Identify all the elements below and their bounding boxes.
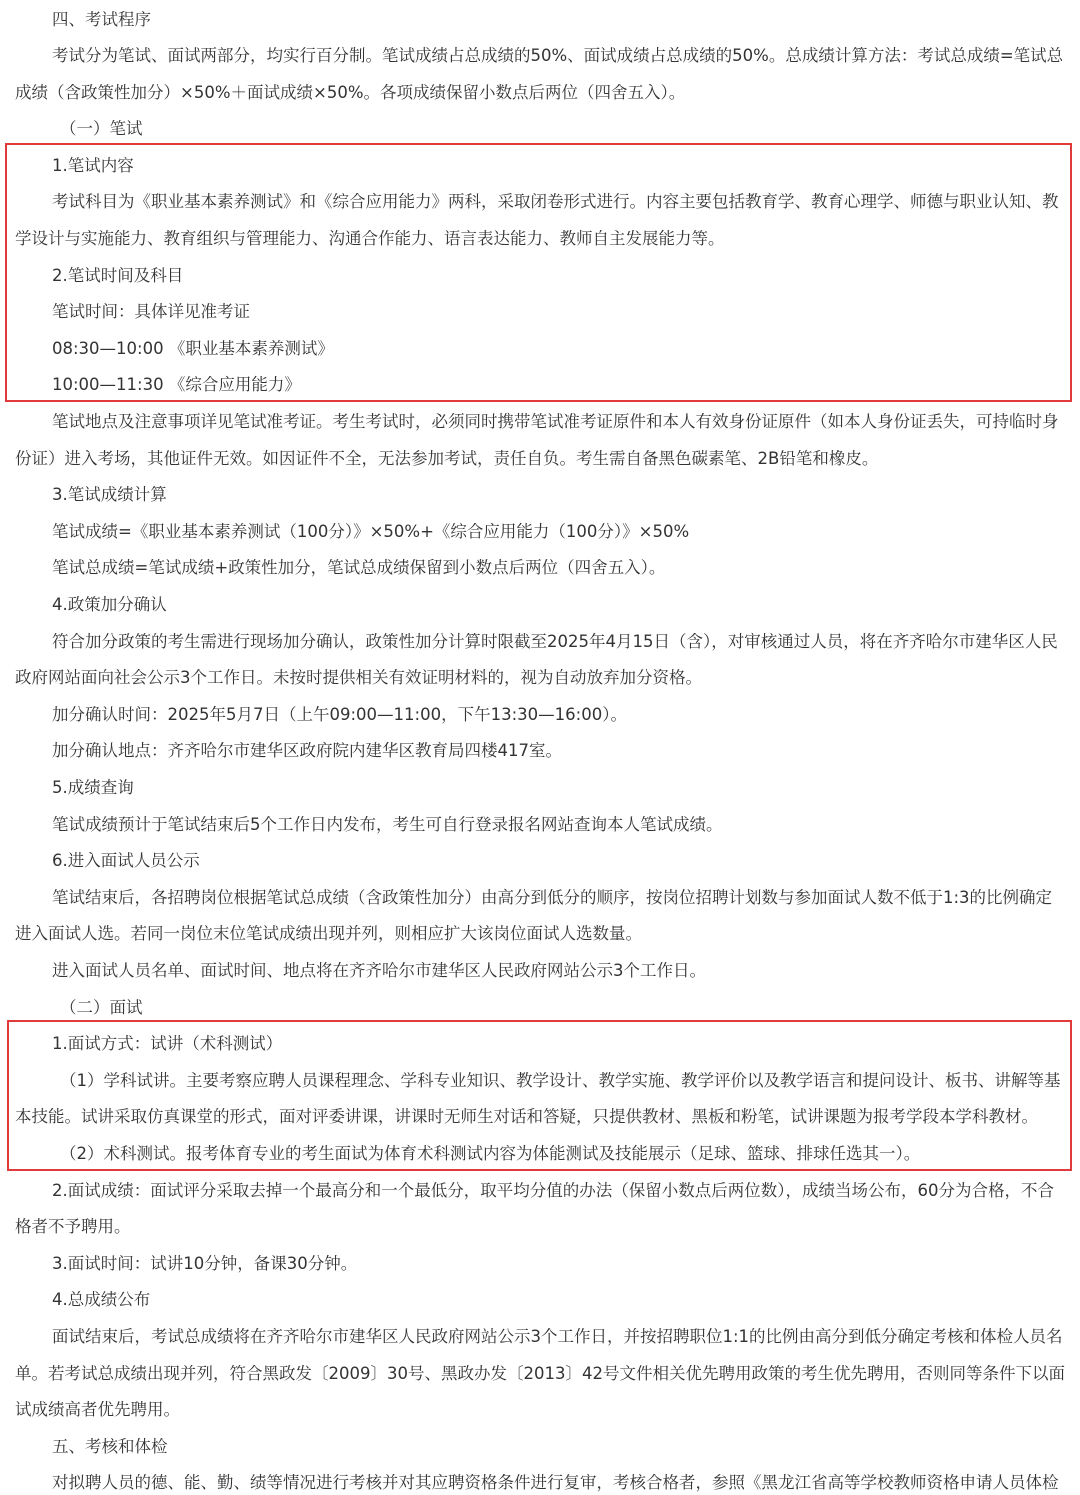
paragraph-text: 政府网站面向社会公示3个工作日。未按时提供相关有效证明材料的，视为自动放弃加分资格。: [15, 668, 702, 687]
item-heading: 5.成绩查询: [52, 778, 134, 797]
paragraph-text: 单。若考试总成绩出现并列，符合黑政发〔2009〕30号、黑政办发〔2013〕42号文件相关优先聘用政策的考生优先聘用，否则同等条件下以面: [15, 1364, 1065, 1383]
paragraph-text: 成绩（含政策性加分）×50%＋面试成绩×50%。各项成绩保留小数点后两位（四舍五入）。: [15, 83, 686, 102]
paragraph-text: 进入面试人选。若同一岗位末位笔试成绩出现并列，则相应扩大该岗位面试人选数量。: [15, 924, 642, 943]
item-heading: 4.政策加分确认: [52, 595, 167, 614]
paragraph-text: 笔试总成绩=笔试成绩+政策性加分，笔试总成绩保留到小数点后两位（四舍五入）。: [52, 558, 666, 577]
section-heading-exam-procedure: 四、考试程序: [52, 10, 151, 29]
paragraph-text: （1）学科试讲。主要考察应聘人员课程理念、学科专业知识、教学设计、教学实施、教学评价以及教学语言和提问设计、板书、讲解等基: [60, 1071, 1061, 1090]
section-heading-assessment: 五、考核和体检: [52, 1437, 168, 1456]
paragraph-text: 加分确认时间：2025年5月7日（上午09:00—11:00，下午13:30—16:00）。: [52, 705, 627, 724]
paragraph-text: 本技能。试讲采取仿真课堂的形式，面对评委讲课，讲课时无师生对话和答疑，只提供教材、黑板和粉笔，试讲课题为报考学段本学科教材。: [15, 1107, 1038, 1126]
schedule-line: 08:30—10:00 《职业基本素养测试》: [52, 339, 334, 358]
paragraph-text: 面试结束后，考试总成绩将在齐齐哈尔市建华区人民政府网站公示3个工作日，并按招聘职位1:1的比例由高分到低分确定考核和体检人员名: [52, 1327, 1063, 1346]
paragraph-text: 考试分为笔试、面试两部分，均实行百分制。笔试成绩占总成绩的50%、面试成绩占总成绩的50%。总成绩计算方法：考试总成绩=笔试总: [52, 46, 1064, 65]
paragraph-text: 进入面试人员名单、面试时间、地点将在齐齐哈尔市建华区人民政府网站公示3个工作日。: [52, 961, 706, 980]
paragraph-text: 考试科目为《职业基本素养测试》和《综合应用能力》两科，采取闭卷形式进行。内容主要包括教育学、教育心理学、师德与职业认知、教: [52, 192, 1059, 211]
paragraph-text: 学设计与实施能力、教育组织与管理能力、沟通合作能力、语言表达能力、教师自主发展能力等。: [15, 229, 725, 248]
item-heading: 1.笔试内容: [52, 156, 134, 175]
paragraph-text: 格者不予聘用。: [15, 1217, 131, 1236]
paragraph-text: （2）术科测试。报考体育专业的考生面试为体育术科测试内容为体能测试及技能展示（足球、篮球、排球任选其一）。: [60, 1144, 921, 1163]
paragraph-text: 2.面试成绩：面试评分采取去掉一个最高分和一个最低分，取平均分值的办法（保留小数点后两位数），成绩当场公布，60分为合格，不合: [52, 1181, 1054, 1200]
subsection-heading-written: （一）笔试: [60, 119, 143, 138]
paragraph-text: 试成绩高者优先聘用。: [15, 1400, 180, 1419]
item-heading: 3.笔试成绩计算: [52, 485, 167, 504]
item-heading: 6.进入面试人员公示: [52, 851, 200, 870]
paragraph-text: 笔试时间：具体详见准考证: [52, 302, 250, 321]
formula-line: 笔试成绩=《职业基本素养测试（100分）》×50%+《综合应用能力（100分）》×50%: [52, 522, 690, 541]
paragraph-text: 3.面试时间：试讲10分钟，备课30分钟。: [52, 1254, 358, 1273]
schedule-line: 10:00—11:30 《综合应用能力》: [52, 375, 301, 394]
paragraph-text-cut-off: 对拟聘人员的德、能、勤、绩等情况进行考核并对其应聘资格条件进行复审，考核合格者，参照《黑龙江省高等学校教师资格申请人员体检: [52, 1473, 1059, 1492]
paragraph-text: 笔试结束后，各招聘岗位根据笔试总成绩（含政策性加分）由高分到低分的顺序，按岗位招聘计划数与参加面试人数不低于1:3的比例确定: [52, 888, 1053, 907]
item-heading: 2.笔试时间及科目: [52, 266, 184, 285]
paragraph-text: 份证）进入考场，其他证件无效。如因证件不全，无法参加考试，责任自负。考生需自备黑色碳素笔、2B铅笔和橡皮。: [15, 449, 879, 468]
paragraph-text: 笔试地点及注意事项详见笔试准考证。考生考试时，必须同时携带笔试准考证原件和本人有效身份证原件（如本人身份证丢失，可持临时身: [52, 412, 1059, 431]
paragraph-text: 加分确认地点：齐齐哈尔市建华区政府院内建华区教育局四楼417室。: [52, 741, 562, 760]
subsection-heading-interview: （二）面试: [60, 998, 143, 1017]
item-heading: 4.总成绩公布: [52, 1290, 151, 1309]
item-heading: 1.面试方式：试讲（术科测试）: [52, 1034, 283, 1053]
paragraph-text: 笔试成绩预计于笔试结束后5个工作日内发布，考生可自行登录报名网站查询本人笔试成绩。: [52, 815, 723, 834]
paragraph-text: 符合加分政策的考生需进行现场加分确认，政策性加分计算时限截至2025年4月15日（含），对审核通过人员，将在齐齐哈尔市建华区人民: [52, 632, 1058, 651]
